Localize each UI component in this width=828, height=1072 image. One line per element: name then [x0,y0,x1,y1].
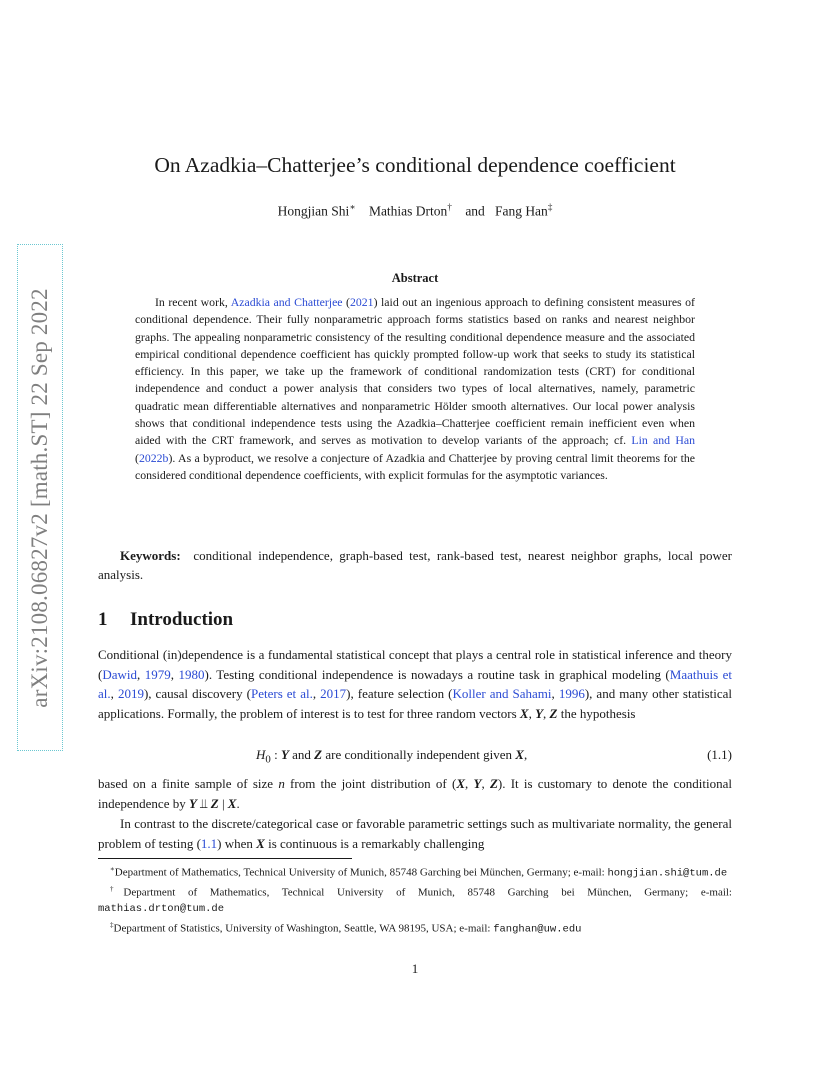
body-text: based on a finite sample of size [98,776,279,791]
body-text: ). Testing conditional independence is nowadays a routine task in graphical modeling ( [204,666,670,682]
paper-page [98,0,732,1072]
footnote-mark: ‡ [110,920,114,929]
equation-text: are conditionally independent given [322,747,516,762]
keywords-text: conditional independence, graph-based test, rank-based test, nearest neighbor graphs, local power analysis. [98,548,732,582]
math-symbol: Z [314,747,323,762]
author-name: Mathias Drton [368,203,448,219]
abstract-text: . As a byproduct, we resolve a conjecture of Azadkia and Chatterjee by proving central limit theorems for the considered conditional dependence coefficients, with explicit formulas for the asymptotic variances. [135,450,695,482]
equation-body: $H_0$ : Y and Z are conditionally independent given X, [256,747,528,766]
abstract-text: In recent work, [155,295,231,309]
footnote-1 [98,862,732,882]
body-text: from the joint distribution of ( [284,776,457,791]
body-text: ), causal discovery ( [143,686,251,702]
section-title: Introduction [130,609,234,630]
body-text: ), and many other statistical applications. Formally, the problem of interest is to test for three random vectors [98,686,733,721]
footnote-text: Department of Mathematics, Technical University of Munich, 85748 Garching bei München, Germany; e-mail: [123,886,732,899]
math-symbol: Z [489,776,498,791]
page-number: 1 [411,961,419,976]
footnote-3 [98,918,732,938]
body-text: the hypothesis [557,705,636,721]
arxiv-identifier: arXiv:2108.06827v2 [math.ST] 22 Sep 2022 [27,287,52,708]
body-text: is continuous is a remarkably challenging [264,835,485,851]
intro-paragraph-1: Conditional (in)dependence is a fundamental statistical concept that plays a central role in statistical inference and theory (Dawid, 1979, 1980). Testing conditional independence is nowadays a routine task in graphical modeling (Maathuis et al., 2019), causal discovery (Peters et al., 2017), feature selection (Koller and Sahami, 1996), and many other statistical applications. Formally, the problem of interest is to test for three random vectors X, Y, Z the hypothesis [98,647,733,721]
equation-1-1 [98,747,732,767]
body-text: ) when [217,835,257,851]
intro-paragraph-2: based on a finite sample of size n from the joint distribution of (X, Y, Z). It is customary to denote the conditional independence by Y ⫫ Z | X. [98,776,733,811]
math-symbol: Y [473,776,482,791]
math-subscript: 0 [265,753,271,766]
math-vectors: X [519,705,529,721]
footnote-text: Department of Statistics, University of Washington, Seattle, WA 98195, USA; e-mail: [113,922,494,935]
keywords-paragraph [98,546,732,584]
arxiv-sidebar-stamp [18,245,62,750]
footnote-email[interactable]: hongjian.shi@tum.de [607,867,728,880]
math-symbol: X [256,835,265,851]
footnote-mark: † [110,885,124,894]
author-footnote-mark[interactable]: ‡ [547,202,553,212]
footnote-divider [98,858,352,859]
math-symbol: Y [188,795,197,811]
equation-number: (1.1) [707,747,732,762]
keywords-label: Keywords: [120,548,181,563]
citation-link[interactable]: Lin and Han [631,433,695,448]
author-conjunction: and [465,203,485,219]
footnote-mark: ∗ [110,865,115,873]
citation-link[interactable]: Maathuis et al. [98,666,733,702]
math-vectors: Z [549,705,558,721]
author-footnote-mark[interactable]: † [447,202,452,212]
math-symbol: X [227,795,237,811]
footnote-email[interactable]: fanghan@uw.edu [493,923,582,936]
math-vectors: Y [535,705,544,721]
abstract-body: In recent work, Azadkia and Chatterjee (2021) laid out an ingenious approach to defining consistent measures of conditional dependence. Their fully nonparametric approach forms statistics based on ranks and nearest neighbor graphs. The appealing nonparametric consistency of the resulting conditional dependence measure and the associated empirical conditional dependence coefficient has quickly prompted follow-up work that seeks to study its statistical efficiency. In this paper, we take up the framework of conditional randomization tests (CRT) for conditional independence and conduct a power analysis that considers two types of local alternatives, namely, parametric quadratic mean differentiable alternatives and nonparametric Hölder smooth alternatives. Our local power analysis shows that conditional independence tests using the Azadkia–Chatterjee coefficient remain inefficient even when aided with the CRT framework, and serves as motivation to develop variants of the approach; cf. Lin and Han (2022b). As a byproduct, we resolve a conjecture of Azadkia and Chatterjee by proving central limit theorems for the considered conditional dependence coefficients, with explicit formulas for the asymptotic variances. [135,295,695,482]
citation-year-link[interactable]: 2017 [320,686,347,702]
author-footnote-mark[interactable]: ∗ [349,202,356,212]
math-symbol: n [278,776,285,791]
citation-year-link[interactable]: 1979 [144,666,171,682]
math-symbol: Z [210,795,219,811]
author-name: Hongjian Shi [277,203,350,219]
math-symbol: X [456,776,465,791]
math-symbol: Y [280,747,289,762]
citation-link[interactable]: Koller and Sahami [452,686,552,702]
footnote-email[interactable]: mathias.drton@tum.de [98,903,225,916]
footnotes [98,862,732,938]
body-text: ). It is customary to denote the conditional independence by [98,776,733,811]
section-number: 1 [98,609,108,630]
footnote-2 [98,882,732,918]
citation-year-link[interactable]: 1996 [558,686,585,702]
body-text: In contrast to the discrete/categorical case or favorable parametric settings such as multivariate normality, the general problem of testing ( [98,816,732,851]
section-heading [98,609,233,631]
abstract-heading: Abstract [391,271,439,285]
citation-year-link[interactable]: 2019 [117,686,144,702]
math-symbol: H [256,747,266,762]
citation-link[interactable]: Dawid [102,666,138,682]
citation-year-link[interactable]: 2022b [138,450,169,465]
citation-link[interactable]: Azadkia and Chatterjee [230,295,343,309]
intro-paragraph-3 [98,814,732,853]
citation-year-link[interactable]: 1980 [178,666,205,682]
math-symbol: X [515,747,524,762]
equation-reference-link[interactable]: 1.1 [200,835,218,851]
author-line [98,202,732,220]
author-name: Fang Han [494,203,548,219]
footnote-text: Department of Mathematics, Technical University of Munich, 85748 Garching bei München, Germany; e-mail: [114,866,608,879]
equation-text: and [288,747,315,762]
abstract-text: laid out an ingenious approach to defining consistent measures of conditional dependence. Their fully nonparametric approach forms statistics based on ranks and nearest neighbor graphs. The appealing nonparametric consistency of the resulting conditional dependence measure and the associated empirical conditional dependence coefficient has quickly prompted follow-up work that seeks to study its statistical efficiency. In this paper, we take up the framework of conditional randomization tests (CRT) for conditional independence and conduct a power analysis that considers two types of local alternatives, namely, parametric quadratic mean differentiable alternatives and nonparametric Hölder smooth alternatives. Our local power analysis shows that conditional independence tests using the Azadkia–Chatterjee coefficient remain inefficient even when aided with the CRT framework, and serves as motivation to develop variants of the approach; cf. [135,295,695,448]
body-text: Conditional (in)dependence is a fundamental statistical concept that plays a central role in statistical inference and theory ( [98,647,732,682]
citation-link[interactable]: Peters et al. [250,686,313,702]
paper-title: On Azadkia–Chatterjee’s conditional dependence coefficient [154,153,676,177]
body-text: ), feature selection ( [346,686,453,702]
citation-year-link[interactable]: 2021 [349,295,374,309]
